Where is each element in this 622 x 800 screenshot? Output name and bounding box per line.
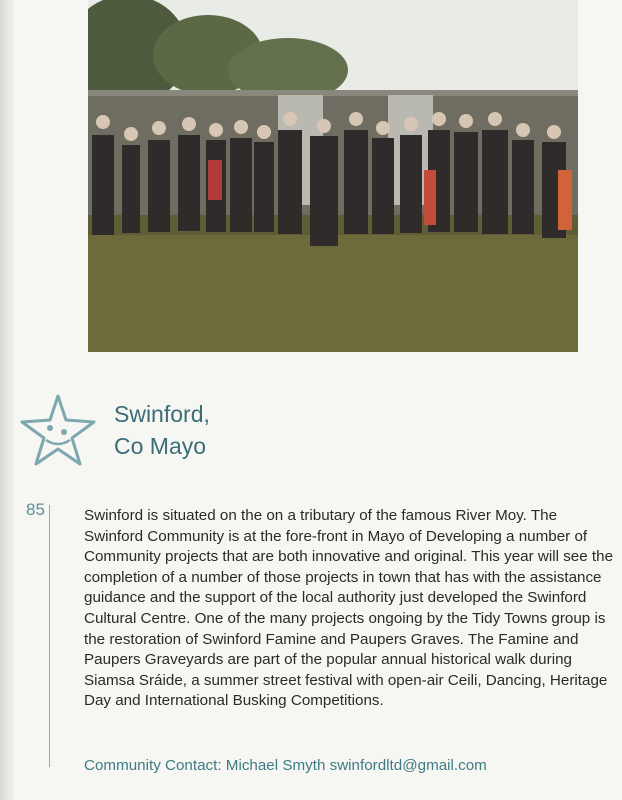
page-edge — [0, 0, 14, 800]
star-icon — [18, 392, 98, 468]
group-photo-illustration — [88, 0, 578, 352]
title-line-1: Swinford, — [114, 401, 210, 427]
title-line-2: Co Mayo — [114, 433, 207, 459]
group-photo — [88, 0, 578, 352]
section-title — [114, 398, 210, 462]
description-paragraph: Swinford is situated on the on a tributary of the famous River Moy. The Swinford Community is at the fore-front in Mayo of Developing a number of Community projects that are both innovative and original. This year will see the completion of a number of those projects in town that has with the assistance guidance and the support of the local authority just developed the Swinford Cultural Centre. One of the many projects ongoing by the Tidy Towns group is the restoration of Swinford Famine and Paupers Graves. The Famine and Paupers Graveyards are part of the popular annual historical walk during Siamsa Sráide, a summer street festival with open-air Ceili, Dancing, Heritage Day and International Busking Competitions. — [84, 507, 614, 710]
community-contact: Community Contact: Michael Smyth swinfordltd@gmail.com — [84, 757, 487, 774]
vertical-rule — [49, 505, 50, 767]
page-number: 85 — [26, 500, 45, 519]
